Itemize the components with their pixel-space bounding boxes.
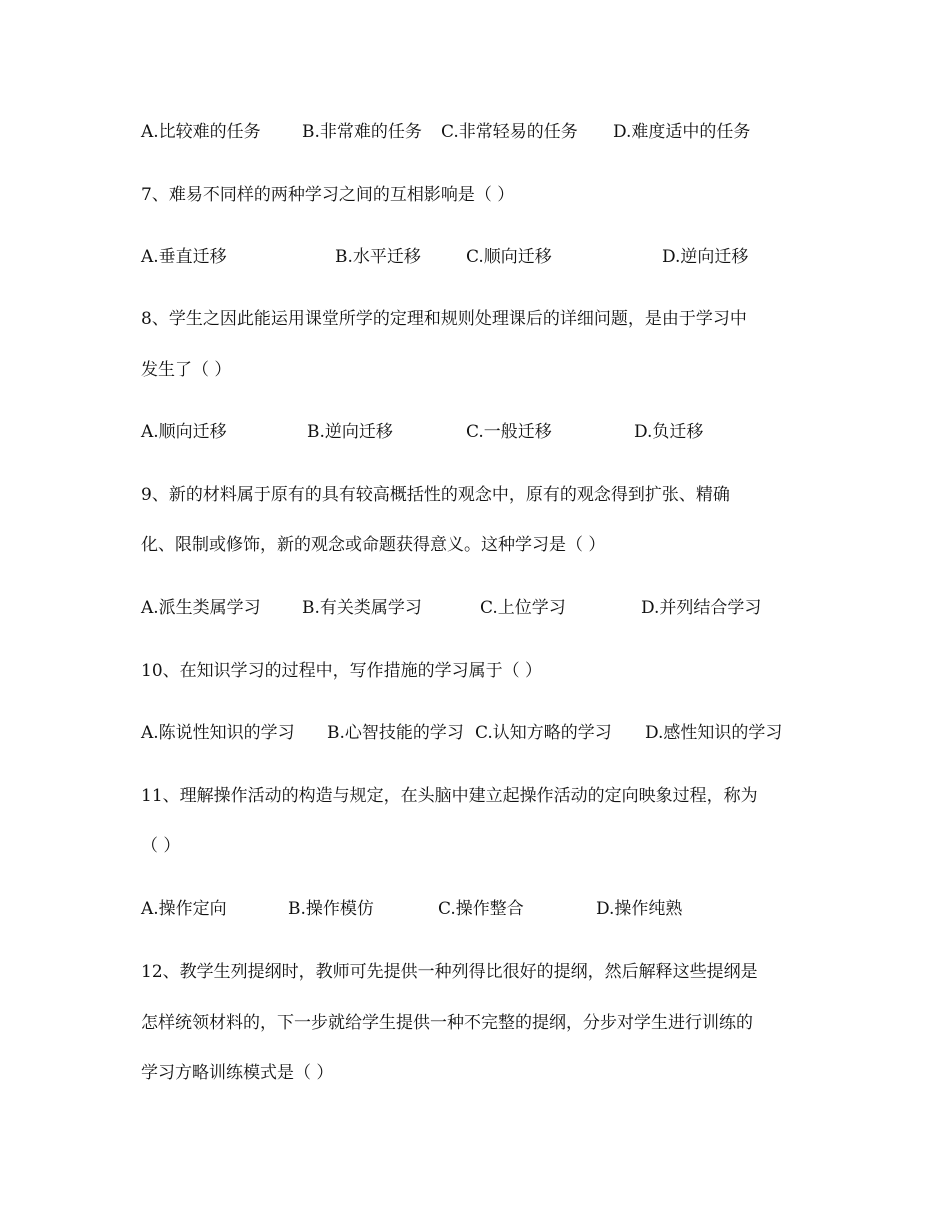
q9-option-a: A.派生类属学习 xyxy=(141,598,261,618)
q8-option-d: D.负迁移 xyxy=(634,422,704,442)
q8-stem-line1: 8、学生之因此能运用课堂所学的定理和规则处理课后的详细问题，是由于学习中 xyxy=(141,309,747,329)
q11-stem-line2: （ ） xyxy=(141,836,181,856)
q7-option-d: D.逆向迁移 xyxy=(662,247,749,267)
q10-option-d: D.感性知识的学习 xyxy=(645,723,783,743)
q12-stem-line3: 学习方略训练模式是（ ） xyxy=(141,1063,334,1083)
q8-option-c: C.一般迁移 xyxy=(466,422,552,442)
q11-option-c: C.操作整合 xyxy=(438,899,524,919)
q7-stem: 7、难易不同样的两种学习之间的互相影响是（ ） xyxy=(141,185,515,205)
q6-option-d: D.难度适中的任务 xyxy=(613,122,751,142)
q7-option-a: A.垂直迁移 xyxy=(141,247,227,267)
q10-stem: 10、在知识学习的过程中，写作措施的学习属于（ ） xyxy=(141,661,543,681)
q9-option-d: D.并列结合学习 xyxy=(641,598,762,618)
q9-stem-line1: 9、新的材料属于原有的具有较高概括性的观念中，原有的观念得到扩张、精确 xyxy=(141,485,730,505)
q11-stem-line1: 11、理解操作活动的构造与规定，在头脑中建立起操作活动的定向映象过程，称为 xyxy=(141,786,758,806)
q9-option-b: B.有关类属学习 xyxy=(302,598,422,618)
q10-option-b: B.心智技能的学习 xyxy=(327,723,464,743)
q8-option-b: B.逆向迁移 xyxy=(307,422,393,442)
q12-stem-line1: 12、教学生列提纲时，教师可先提供一种列得比很好的提纲，然后解释这些提纲是 xyxy=(141,962,758,982)
q9-option-c: C.上位学习 xyxy=(480,598,566,618)
q11-option-b: B.操作模仿 xyxy=(288,899,374,919)
q9-stem-line2: 化、限制或修饰，新的观念或命题获得意义。这种学习是（ ） xyxy=(141,535,606,555)
q8-option-a: A.顺向迁移 xyxy=(141,422,227,442)
q8-stem-line2: 发生了（ ） xyxy=(141,360,232,380)
q6-option-a: A.比较难的任务 xyxy=(141,122,261,142)
q7-option-b: B.水平迁移 xyxy=(335,247,421,267)
q11-option-d: D.操作纯熟 xyxy=(596,899,683,919)
q6-option-b: B.非常难的任务 xyxy=(302,122,422,142)
q10-option-a: A.陈说性知识的学习 xyxy=(141,723,295,743)
q6-option-c: C.非常轻易的任务 xyxy=(441,122,578,142)
q11-option-a: A.操作定向 xyxy=(141,899,227,919)
q10-option-c: C.认知方略的学习 xyxy=(475,723,612,743)
q7-option-c: C.顺向迁移 xyxy=(466,247,552,267)
q12-stem-line2: 怎样统领材料的，下一步就给学生提供一种不完整的提纲，分步对学生进行训练的 xyxy=(141,1013,753,1033)
